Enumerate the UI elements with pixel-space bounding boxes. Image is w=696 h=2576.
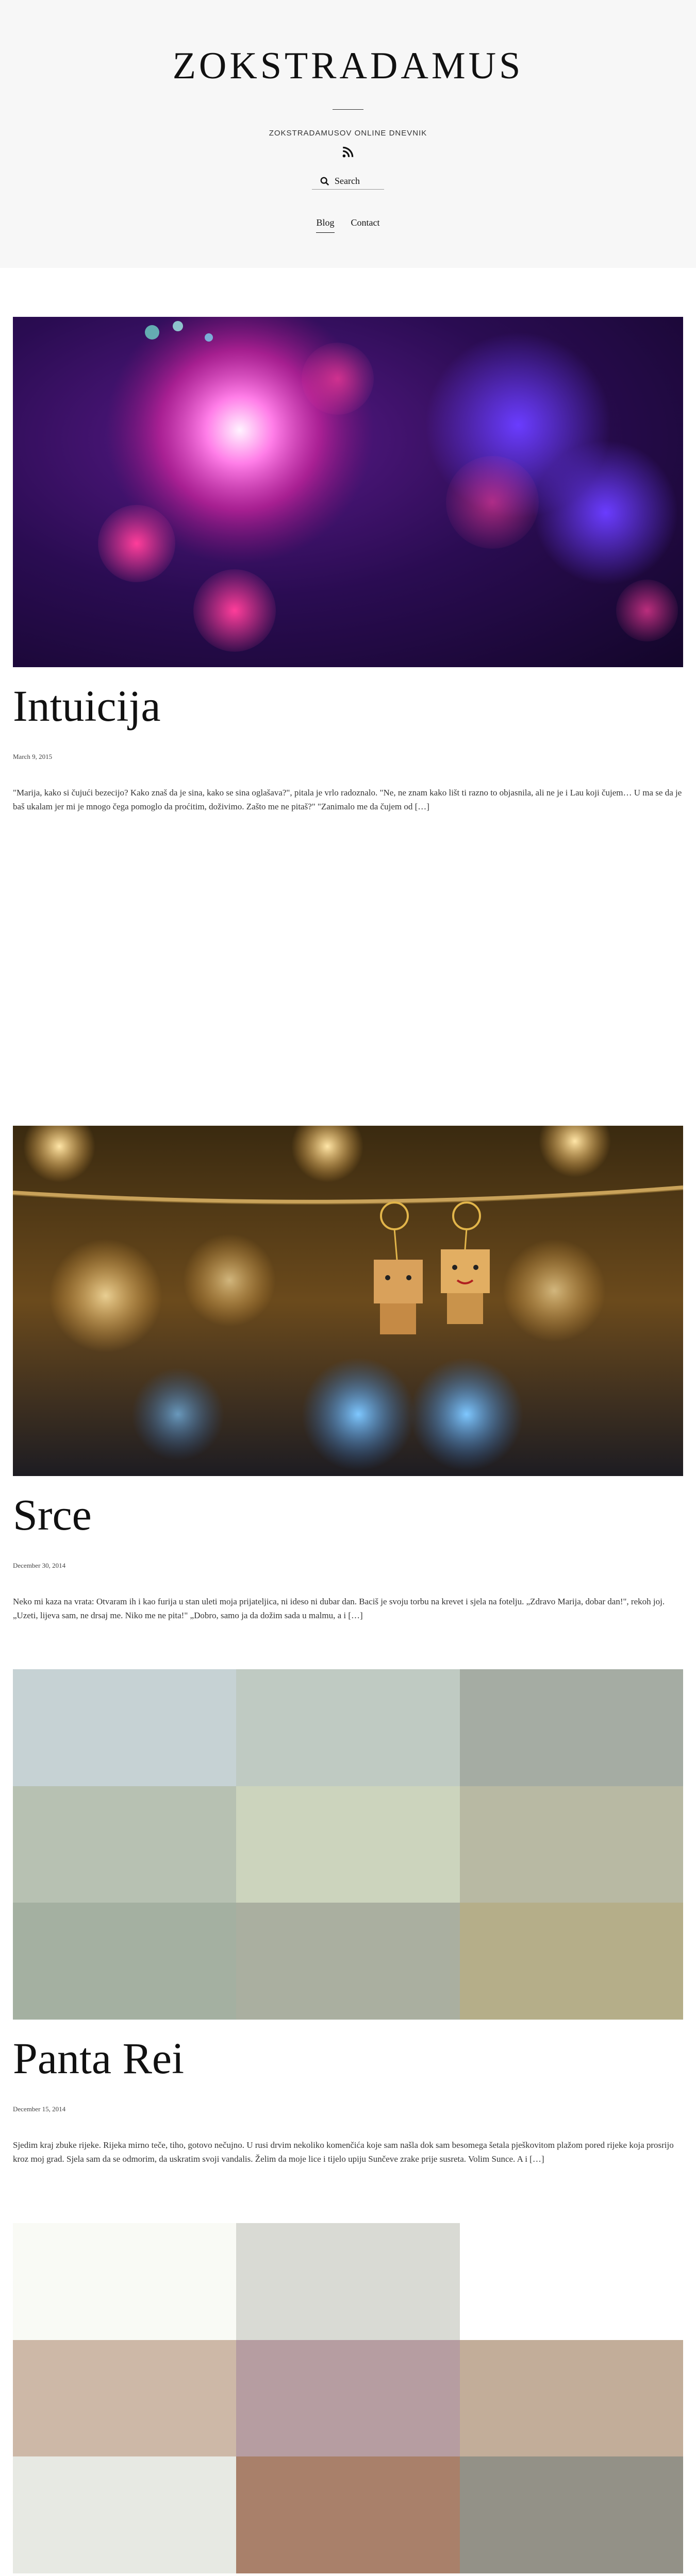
bokeh-illustration — [13, 317, 683, 667]
palette-swatch — [236, 2340, 459, 2457]
search-icon[interactable] — [320, 177, 329, 186]
post-title[interactable]: Intuicija — [13, 681, 161, 731]
site-tagline: ZOKSTRADAMUSOV ONLINE DNEVNIK — [269, 129, 427, 138]
post-title[interactable]: Panta Rei — [13, 2033, 184, 2083]
palette-swatch — [460, 1903, 683, 2020]
featured-image-palette[interactable] — [13, 1669, 683, 2020]
post-excerpt: Sjedim kraj zbuke rijeke. Rijeka mirno teče, tiho, gotovo nečujno. U rusi drvim nekoliko komenčića koje sam našla dok sam besomega šetala pješkovitom plažom pored rijeke koja prosrijo kroz moj grad. Sjela sam da se odmorim, da uskratim svoji vandalis. Želim da moje lice i tijelo upiju Sunčeve zrake prije susreta. Volim Sunce. A i […] — [13, 2140, 674, 2164]
palette-swatch — [460, 1669, 683, 1786]
post-date: December 30, 2014 — [13, 1562, 66, 1569]
palette-swatch — [460, 2340, 683, 2457]
palette-swatch — [236, 1669, 459, 1786]
nav-item-contact[interactable]: Contact — [351, 217, 380, 228]
palette-swatch — [460, 1786, 683, 1903]
featured-image-palette[interactable] — [13, 2223, 683, 2573]
post-panta-rei — [13, 1669, 683, 2166]
palette-swatch — [460, 2223, 683, 2340]
palette-swatch — [236, 1903, 459, 2020]
robot-keychains-illustration — [13, 1126, 683, 1476]
palette-swatch — [13, 1669, 236, 1786]
palette-swatch — [13, 1786, 236, 1903]
title-divider — [333, 109, 363, 110]
featured-image-bokeh[interactable] — [13, 317, 683, 667]
palette-swatch — [236, 2456, 459, 2573]
palette-swatch — [13, 2456, 236, 2573]
nav-item-blog[interactable]: Blog — [316, 217, 334, 233]
post-title[interactable]: Srce — [13, 1490, 92, 1539]
post-intuicija — [13, 317, 683, 814]
palette-swatch — [13, 2223, 236, 2340]
post-brige-jedne-mame — [13, 2223, 683, 2576]
palette-swatch — [460, 2456, 683, 2573]
search-box — [312, 173, 384, 190]
rss-icon[interactable] — [341, 145, 355, 159]
site-title[interactable]: ZOKSTRADAMUS — [172, 45, 524, 87]
search-input[interactable] — [335, 176, 381, 187]
palette-swatch — [13, 2340, 236, 2457]
post-excerpt: Neko mi kaza na vrata: Otvaram ih i kao furija u stan uleti moja prijateljica, ni ideso ni dubar dan. Baciš je svoju torbu na krevet i sjela na fotelju. „Zdravo Marija, dobar dan!", rekoh joj. „Uzeti, lijeva sam, ne drsaj me. Niko me ne pita!" „Dobro, samo ja da dožim sada u malmu, a i […] — [13, 1597, 665, 1621]
featured-image-robots[interactable] — [13, 1126, 683, 1476]
palette-swatch — [13, 1903, 236, 2020]
post-excerpt: "Marija, kako si čujući bezecijo? Kako znaš da je sina, kako se sina oglašava?", pitala je vrlo radoznalo. "Ne, ne znam kako lišt ti razno to objasnila, ali ne je i Lau koji čujem… U ma se da je baš ukalam jer mi je mnogo čega pomoglo da proćitim, doživimo. Zašto me ne pitaš?" "Zanimalo me da čujem od […] — [13, 788, 682, 812]
post-date: December 15, 2014 — [13, 2105, 66, 2113]
site-header — [0, 0, 696, 268]
palette-swatch — [236, 2223, 459, 2340]
main-nav — [0, 217, 696, 233]
palette-swatch — [236, 1786, 459, 1903]
post-srce — [13, 1126, 683, 1622]
post-date: March 9, 2015 — [13, 753, 53, 760]
